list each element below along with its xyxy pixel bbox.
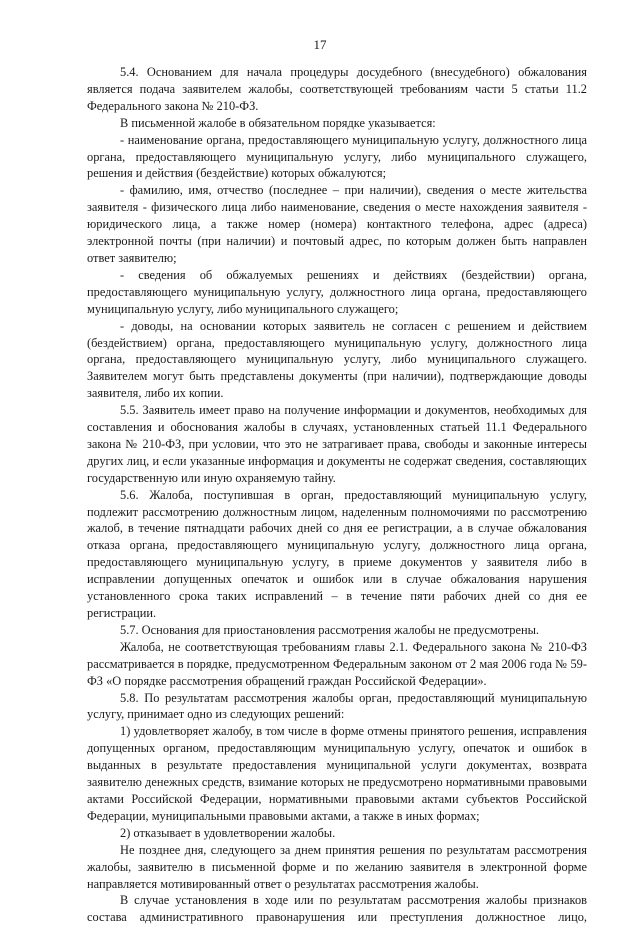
page-number: 17 <box>313 37 327 52</box>
paragraph-5-8: 5.8. По результатам рассмотрения жалобы орган, предоставляющий муниципальную услугу, принимает одно из следующих решений: <box>87 690 587 722</box>
paragraph-5-5: 5.5. Заявитель имеет право на получение информации и документов, необходимых для составления и обоснования жалобы в случаях, установленных статьей 11.1 Федерального закона № 210-ФЗ, при условии, что это не затрагивает права, свободы и законные интересы других лиц, и если указанные информация и документы не содержат сведения, составляющих государственную или иную охраняемую тайну. <box>87 403 587 485</box>
paragraph-response-deadline: Не позднее дня, следующего за днем принятия решения по результатам рассмотрения жалобы, заявителю в письменной форме и по желанию заявителя в электронной форме направляется мотивированный ответ о результатах рассмотрения жалобы. <box>87 842 587 891</box>
list-item-body-name: - наименование органа, предоставляющего муниципальную услугу, должностного лица органа, предоставляющего муниципальную услугу, либо муниципального служащего, решения и действия (бездействие) которых обжалуются; <box>87 132 587 181</box>
list-item-appealed-decisions: - сведения об обжалуемых решениях и действиях (бездействии) органа, предоставляющего муниципальную услугу, должностного лица органа, предоставляющего муниципальную услугу, либо муниципального служащего; <box>87 267 587 316</box>
list-item-arguments: - доводы, на основании которых заявитель не согласен с решением и действием (бездействием) органа, предоставляющего муниципальную услугу, должностного лица органа, предоставляющего муниципальную услугу, либо муниципального служащего. Заявителем могут быть представлены документы (при наличии), подтверждающие доводы заявителя, либо их копии. <box>87 318 587 401</box>
document-body <box>87 64 587 926</box>
list-item-applicant-details: - фамилию, имя, отчество (последнее – при наличии), сведения о месте жительства заявителя - физического лица либо наименование, сведения о месте нахождения заявителя - юридического лица, а также номер (номера) контактного телефона, адрес (адреса) электронной почты (при наличии) и почтовый адрес, по которым должен быть направлен ответ заявителю; <box>87 183 587 265</box>
paragraph-5-6: 5.6. Жалоба, поступившая в орган, предоставляющий муниципальную услугу, подлежит рассмотрению должностным лицом, наделенным полномочиями по рассмотрению жалоб, в течение пятнадцати рабочих дней со дня ее регистрации, а в случае обжалования отказа органа, предоставляющего муниципальную услугу, должностного лица органа, предоставляющего муниципальную услугу, в приеме документов у заявителя либо в исправлении допущенных опечаток и ошибок или в случае обжалования нарушения установленного срока таких исправлений – в течение пяти рабочих дней со дня ее регистрации. <box>87 487 587 620</box>
paragraph-complaint-requirements: В письменной жалобе в обязательном порядке указывается: <box>120 115 436 130</box>
list-item-refuse-complaint: 2) отказывает в удовлетворении жалобы. <box>120 825 336 840</box>
paragraph-offense-signs: В случае установления в ходе или по результатам рассмотрения жалобы признаков состава административного правонарушения или преступления должностное лицо, <box>87 893 587 925</box>
paragraph-5-4: 5.4. Основанием для начала процедуры досудебного (внесудебного) обжалования является подача заявителем жалобы, соответствующей требованиям части 5 статьи 11.2 Федерального закона № 210-ФЗ. <box>87 65 587 113</box>
list-item-satisfy-complaint: 1) удовлетворяет жалобу, в том числе в форме отмены принятого решения, исправления допущенных органом, предоставляющим муниципальную услугу, опечаток и ошибок в выданных в результате предоставления муниципальной услуги документах, возврата заявителю денежных средств, взимание которых не предусмотрено нормативными правовыми актами Российской Федерации, нормативными правовыми актами субъектов Российской Федерации, муниципальными правовыми актами, а также в иных формах; <box>87 724 587 823</box>
paragraph-nonconforming-complaint: Жалоба, не соответствующая требованиям главы 2.1. Федерального закона № 210-ФЗ рассматривается в порядке, предусмотренном Федеральным законом от 2 мая 2006 года № 59-ФЗ «О порядке рассмотрения обращений граждан Российской Федерации». <box>87 639 587 688</box>
paragraph-5-7: 5.7. Основания для приостановления рассмотрения жалобы не предусмотрены. <box>120 622 540 637</box>
